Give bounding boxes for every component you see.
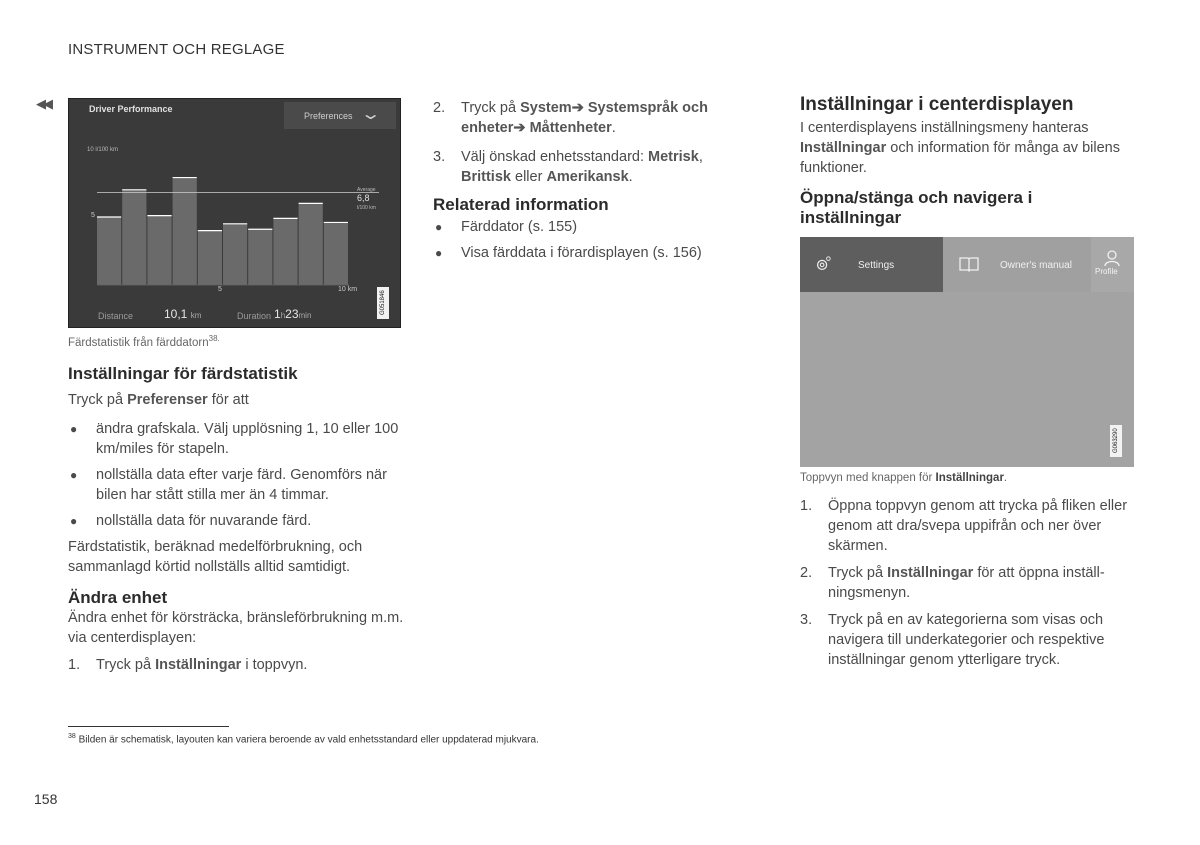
figure2-caption: Toppvyn med knappen för Inställningar.	[800, 472, 1008, 484]
top-view-figure	[800, 237, 1134, 467]
list-item: 3. Tryck på en av kategorierna som visas och navigera till underkategorier och respektive inställningar genom ytterligare tryck.	[800, 612, 1105, 668]
chevron-down-icon: ⌄	[359, 106, 382, 123]
related-link[interactable]: ● Visa färddata i förardisplayen (s. 156)	[435, 245, 702, 261]
chart-bar	[147, 216, 171, 285]
list-item: ● nollställa data för nuvarande färd.	[70, 513, 312, 529]
chart-bar	[122, 190, 146, 285]
chart-bar	[173, 178, 197, 285]
figure-title: Driver Performance	[89, 104, 173, 114]
chart-bar	[324, 222, 348, 285]
steps-list	[68, 655, 413, 675]
chart-bar	[248, 229, 272, 285]
list-item: 3. Välj önskad enhetsstandard: Metrisk, Brittisk eller Amerikansk.	[433, 149, 703, 185]
profile-label: Profile	[1095, 267, 1118, 276]
related-link[interactable]: ● Färddator (s. 155)	[435, 219, 578, 235]
distance-label: Distance	[98, 311, 134, 321]
average-label: Average	[357, 187, 376, 193]
figure-code: G051846	[377, 287, 389, 319]
chart-bar	[223, 224, 247, 285]
footnote-divider	[68, 726, 229, 727]
double-chevron-left-icon[interactable]: ◀◀	[36, 96, 50, 111]
steps-list-continued	[433, 98, 753, 187]
duration-label: Duration	[237, 311, 272, 321]
y-tick-mid: 5	[91, 212, 95, 219]
chart-bar	[299, 203, 323, 285]
chart-bar	[198, 231, 222, 285]
preferences-label: Preferences	[304, 111, 353, 121]
steps-list	[800, 496, 1130, 670]
gear-icon	[814, 255, 832, 273]
chart-bar	[97, 217, 121, 285]
distance-value: 10,1 km	[164, 307, 202, 321]
heading-center-display-settings: Inställningar i centerdisplayen	[800, 94, 1074, 115]
column-3-steps	[800, 496, 1130, 677]
settings-label: Settings	[858, 260, 895, 271]
change-unit-text: Ändra enhet för körsträcka, bränsleförbrukning m.m. via centerdisplayen:	[68, 610, 404, 646]
owners-manual-label: Owner's manual	[1000, 260, 1072, 271]
preferences-list	[68, 419, 413, 531]
list-item: ● nollställa data efter varje färd. Genomförs när bilen har stått stilla mer än 4 timmar.	[70, 467, 387, 503]
x-tick-mid: 5	[218, 286, 222, 293]
preferences-intro: Tryck på Preferenser för att	[68, 392, 249, 408]
figure1-caption: Färdstatistik från färddatorn$^{38.}$	[68, 334, 220, 349]
preferences-button[interactable]	[284, 102, 396, 129]
heading-trip-stats-settings: Inställningar för färdstatistik	[68, 364, 298, 383]
list-item: 1. Tryck på Inställningar i toppvyn.	[68, 657, 308, 673]
duration-value: 1h23min	[274, 307, 312, 321]
profile-icon	[1103, 250, 1121, 266]
average-value: 6,8	[357, 193, 370, 203]
column-3	[800, 94, 1134, 228]
settings-tab[interactable]	[800, 237, 943, 292]
list-item: 1. Öppna toppvyn genom att trycka på fliken eller genom att dra/svepa uppifrån och ner över skärmen.	[800, 498, 1128, 554]
related-list	[433, 217, 753, 263]
column-1	[68, 364, 413, 682]
book-icon	[959, 256, 979, 272]
list-item: 2. Tryck på Inställningar för att öppna inställningsmenyn.	[800, 565, 1105, 601]
intro-text: I centerdisplayens inställningsmeny hanteras Inställningar och information för många av bilens funktioner.	[800, 120, 1120, 176]
x-tick-end: 10 km	[338, 286, 358, 293]
average-unit: l/100 km	[357, 205, 376, 211]
profile-tab[interactable]	[1091, 237, 1134, 292]
heading-open-close: Öppna/stänga och navigera i inställningar	[800, 188, 1033, 227]
footnote: $^{38}$ Bilden är schematisk, layouten kan variera beroende av vald enhetsstandard eller uppdaterad mjukvara.	[68, 733, 539, 746]
heading-related-info: Relaterad information	[433, 195, 609, 214]
chart-bar	[273, 218, 297, 285]
list-item: ● ändra grafskala. Välj upplösning 1, 10 eller 100 km/miles för stapeln.	[70, 421, 399, 457]
reset-note: Färdstatistik, beräknad medelförbrukning, och sammanlagd körtid nollställs alltid samtidigt.	[68, 539, 363, 575]
driver-performance-chart	[69, 99, 402, 329]
heading-change-unit: Ändra enhet	[68, 588, 168, 607]
top-view-bar	[800, 237, 1134, 292]
section-title: INSTRUMENT OCH REGLAGE	[68, 41, 285, 58]
owners-manual-tab[interactable]	[943, 237, 1091, 292]
page-number: 158	[34, 791, 58, 807]
figure-code: G063290	[1110, 425, 1122, 457]
column-2	[433, 98, 753, 269]
y-axis-top-label: 10 l/100 km	[87, 147, 119, 153]
driver-performance-figure	[68, 98, 401, 328]
list-item: 2. Tryck på System➔ Systemspråk och enheter➔ Måttenheter.	[433, 100, 708, 136]
